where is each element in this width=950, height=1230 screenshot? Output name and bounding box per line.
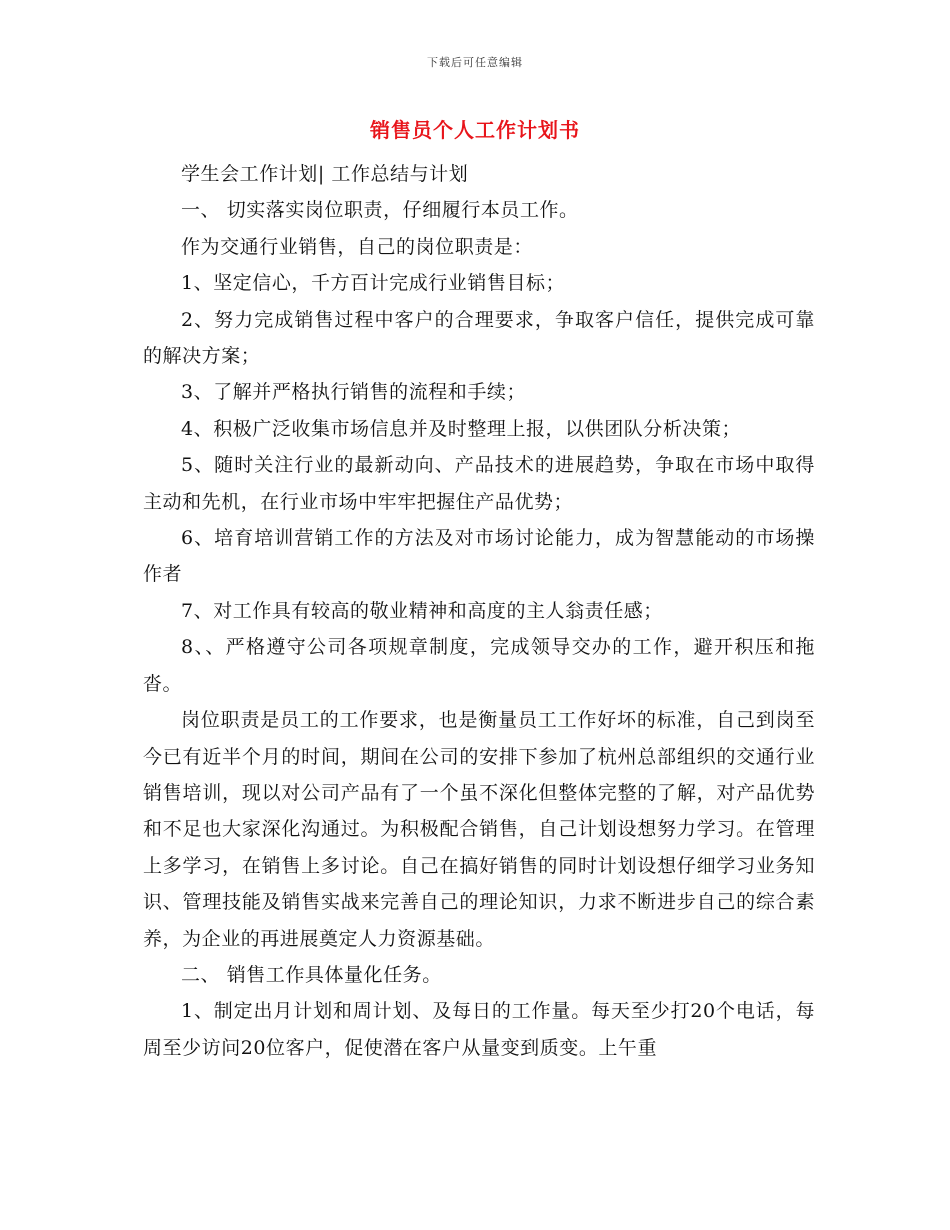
list-item: 5、随时关注行业的最新动向、产品技术的进展趋势，争取在市场中取得主动和先机，在行业市场中牢牢把握住产品优势；: [143, 454, 815, 513]
paragraph: 作为交通行业销售，自己的岗位职责是：: [181, 235, 533, 258]
header-note: 下载后可任意编辑: [427, 56, 523, 69]
list-item: 2、努力完成销售过程中客户的合理要求，争取客户信任，提供完成可靠的解决方案；: [143, 308, 815, 368]
section-heading: 二、 销售工作具体量化任务。: [181, 963, 442, 986]
paragraph: 学生会工作计划| 工作总结与计划: [181, 163, 469, 185]
document-body: [143, 156, 815, 1066]
list-item: 4、积极广泛收集市场信息并及时整理上报，以供团队分析决策；: [181, 417, 742, 440]
list-item: 8、、严格遵守公司各项规章制度，完成领导交办的工作，避开积压和拖沓。: [143, 636, 815, 695]
list-item: 6、培育培训营销工作的方法及对市场讨论能力，成为智慧能动的市场操作者: [143, 527, 815, 586]
paragraph: 岗位职责是员工的工作要求，也是衡量员工工作好坏的标准，自己到岗至今已有近半个月的时间，期间在公司的安排下参加了杭州总部组织的交通行业销售培训，现以对公司产品有了一个虽不深化但整体完整的了解，对产品优势和不足也大家深化沟通过。为积极配合销售，自己计划设想努力学习。在管理上多学习，在销售上多讨论。自己在搞好销售的同时计划设想仔细学习业务知识、管理技能及销售实战来完善自己的理论知识，力求不断进步自己的综合素养，为企业的再进展奠定人力资源基础。: [143, 709, 815, 950]
list-item: 7、对工作具有较高的敬业精神和高度的主人翁责任感；: [181, 599, 663, 622]
document-title: 销售员个人工作计划书: [370, 118, 580, 142]
list-item: 1、制定出月计划和周计划、及每日的工作量。每天至少打20个电话，每周至少访问20位客户，促使潜在客户从量变到质变。上午重: [143, 1000, 815, 1059]
section-heading: 一、 切实落实岗位职责，仔细履行本员工作。: [181, 199, 579, 222]
list-item: 1、坚定信心，千方百计完成行业销售目标；: [181, 272, 566, 295]
list-item: 3、了解并严格执行销售的流程和手续；: [181, 381, 526, 404]
